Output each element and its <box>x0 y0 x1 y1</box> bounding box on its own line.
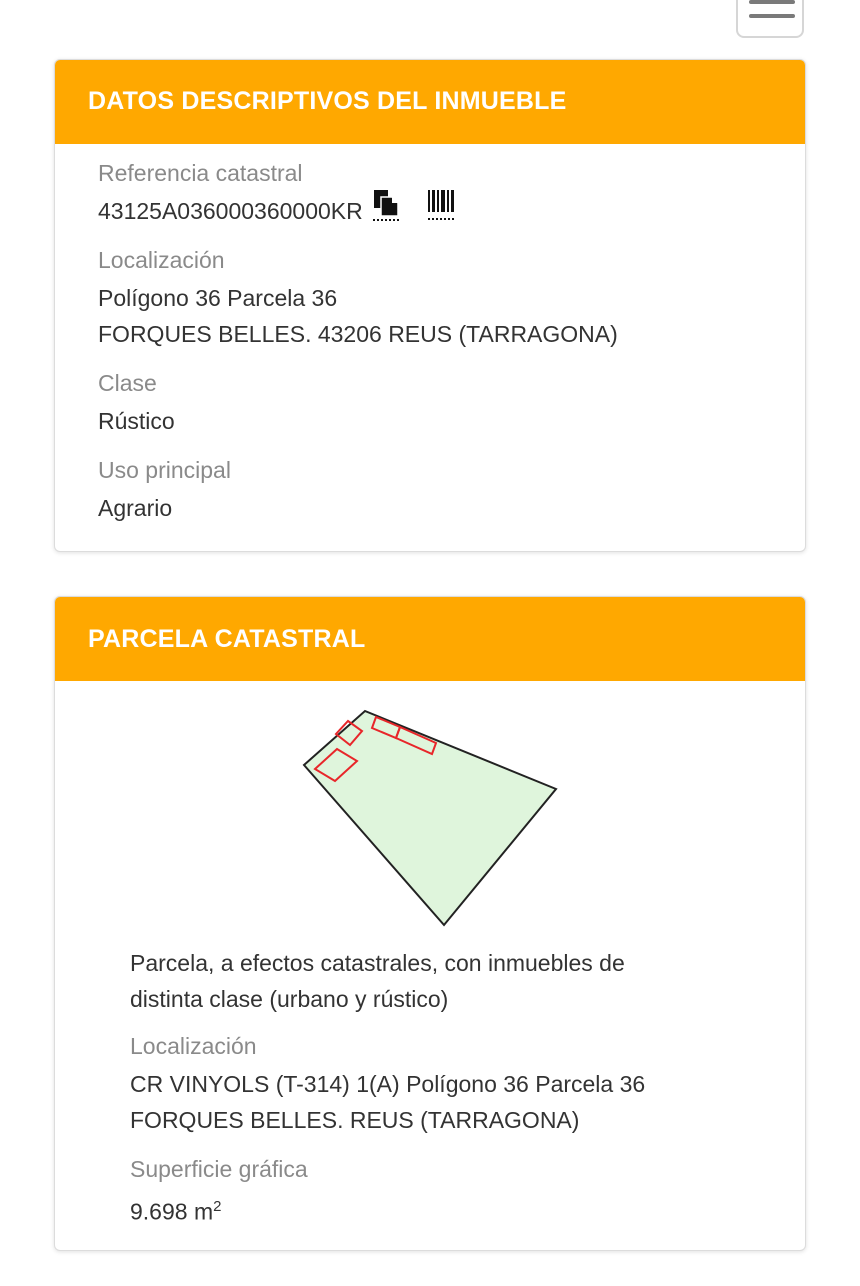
barcode-icon[interactable] <box>426 188 456 232</box>
hamburger-menu-button[interactable] <box>736 0 804 38</box>
superficie-unit-exponent: 2 <box>213 1198 222 1215</box>
referencia-catastral-value: 43125A036000360000KR <box>98 198 363 224</box>
superficie-value-row <box>130 1189 221 1230</box>
uso-principal-label: Uso principal <box>98 457 231 483</box>
localizacion-label: Localización <box>98 247 225 273</box>
superficie-value: 9.698 m <box>130 1198 214 1225</box>
datos-descriptivos-title: DATOS DESCRIPTIVOS DEL INMUEBLE <box>55 60 805 144</box>
parcel-map[interactable] <box>300 707 560 929</box>
parcela-catastral-title: PARCELA CATASTRAL <box>55 597 805 681</box>
superficie-label: Superficie gráfica <box>130 1156 308 1182</box>
hamburger-menu-icon-bar <box>749 14 795 18</box>
parcel-polygon <box>304 711 556 925</box>
datos-descriptivos-card <box>54 59 806 552</box>
clase-value: Rústico <box>98 408 175 434</box>
referencia-catastral-label: Referencia catastral <box>98 160 303 186</box>
parcela-description-line1: Parcela, a efectos catastrales, con inmuebles de <box>130 950 625 976</box>
parcela-description-line2: distinta clase (urbano y rústico) <box>130 986 449 1012</box>
uso-principal-value: Agrario <box>98 495 173 521</box>
parcela-catastral-card <box>54 596 806 1251</box>
hamburger-menu-icon <box>749 0 795 4</box>
parcela-localizacion-line1: CR VINYOLS (T-314) 1(A) Polígono 36 Parcela 36 <box>130 1071 646 1097</box>
localizacion-line2: FORQUES BELLES. 43206 REUS (TARRAGONA) <box>98 321 618 347</box>
parcela-localizacion-label: Localización <box>130 1033 257 1059</box>
referencia-catastral-row <box>98 193 456 232</box>
parcela-localizacion-line2: FORQUES BELLES. REUS (TARRAGONA) <box>130 1107 580 1133</box>
localizacion-line1: Polígono 36 Parcela 36 <box>98 285 338 311</box>
copy-document-icon[interactable] <box>371 188 401 232</box>
clase-label: Clase <box>98 370 157 396</box>
